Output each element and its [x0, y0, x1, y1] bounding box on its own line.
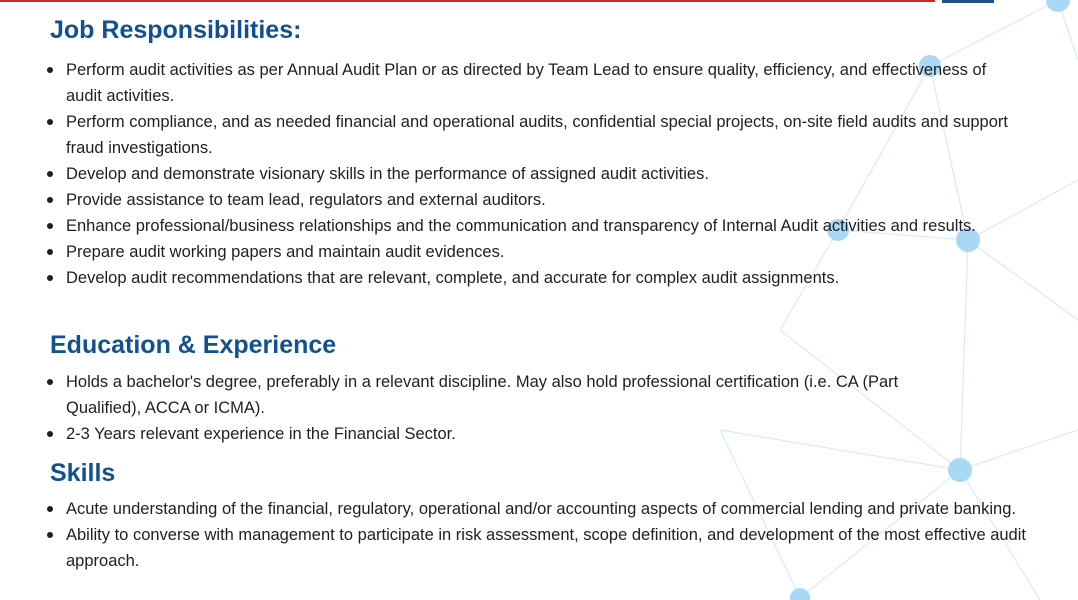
bullet-dot-icon — [47, 197, 53, 203]
responsibilities-list — [0, 57, 1010, 291]
list-item — [0, 522, 1026, 574]
bullet-dot-icon — [47, 431, 53, 437]
bullet-dot-icon — [47, 249, 53, 255]
list-item-text: Holds a bachelor's degree, preferably in a relevant discipline. May also hold professional certification (i.e. CA (Part Qualified), ACCA or ICMA). — [66, 373, 899, 417]
skills-list — [0, 496, 1026, 574]
heading-education-experience: Education & Experience — [50, 331, 337, 359]
list-item-text: Perform audit activities as per Annual Audit Plan or as directed by Team Lead to ensure quality, efficiency, and effectiveness of audit activities. — [66, 61, 987, 105]
list-item-text: Prepare audit working papers and maintain audit evidences. — [66, 243, 505, 261]
list-item-text: Enhance professional/business relationships and the communication and transparency of Internal Audit activities and results. — [66, 217, 976, 235]
heading-job-responsibilities: Job Responsibilities: — [50, 16, 302, 44]
bullet-dot-icon — [47, 532, 53, 538]
bullet-dot-icon — [47, 379, 53, 385]
list-item — [0, 57, 1010, 109]
heading-skills: Skills — [50, 459, 116, 487]
bullet-dot-icon — [47, 171, 53, 177]
list-item — [0, 369, 960, 421]
bullet-dot-icon — [47, 506, 53, 512]
list-item-text: Acute understanding of the financial, regulatory, operational and/or accounting aspects of commercial lending and private banking. — [66, 500, 1016, 518]
list-item — [0, 187, 1010, 213]
list-item — [0, 109, 1010, 161]
list-item — [0, 265, 1010, 291]
education-list — [0, 369, 960, 447]
list-item — [0, 161, 1010, 187]
list-item-text: Develop and demonstrate visionary skills in the performance of assigned audit activities. — [66, 165, 709, 183]
list-item — [0, 421, 960, 447]
list-item-text: 2-3 Years relevant experience in the Financial Sector. — [66, 425, 456, 443]
list-item-text: Ability to converse with management to participate in risk assessment, scope definition, and development of the most effective audit approach. — [66, 526, 1026, 570]
list-item — [0, 496, 1026, 522]
list-item-text: Provide assistance to team lead, regulators and external auditors. — [66, 191, 546, 209]
bullet-dot-icon — [47, 119, 53, 125]
bullet-dot-icon — [47, 275, 53, 281]
bullet-dot-icon — [47, 223, 53, 229]
bullet-dot-icon — [47, 67, 53, 73]
list-item-text: Develop audit recommendations that are relevant, complete, and accurate for complex audit assignments. — [66, 269, 840, 287]
list-item — [0, 213, 1010, 239]
list-item — [0, 239, 1010, 265]
list-item-text: Perform compliance, and as needed financial and operational audits, confidential special projects, on-site field audits and support fraud investigations. — [66, 113, 1008, 157]
